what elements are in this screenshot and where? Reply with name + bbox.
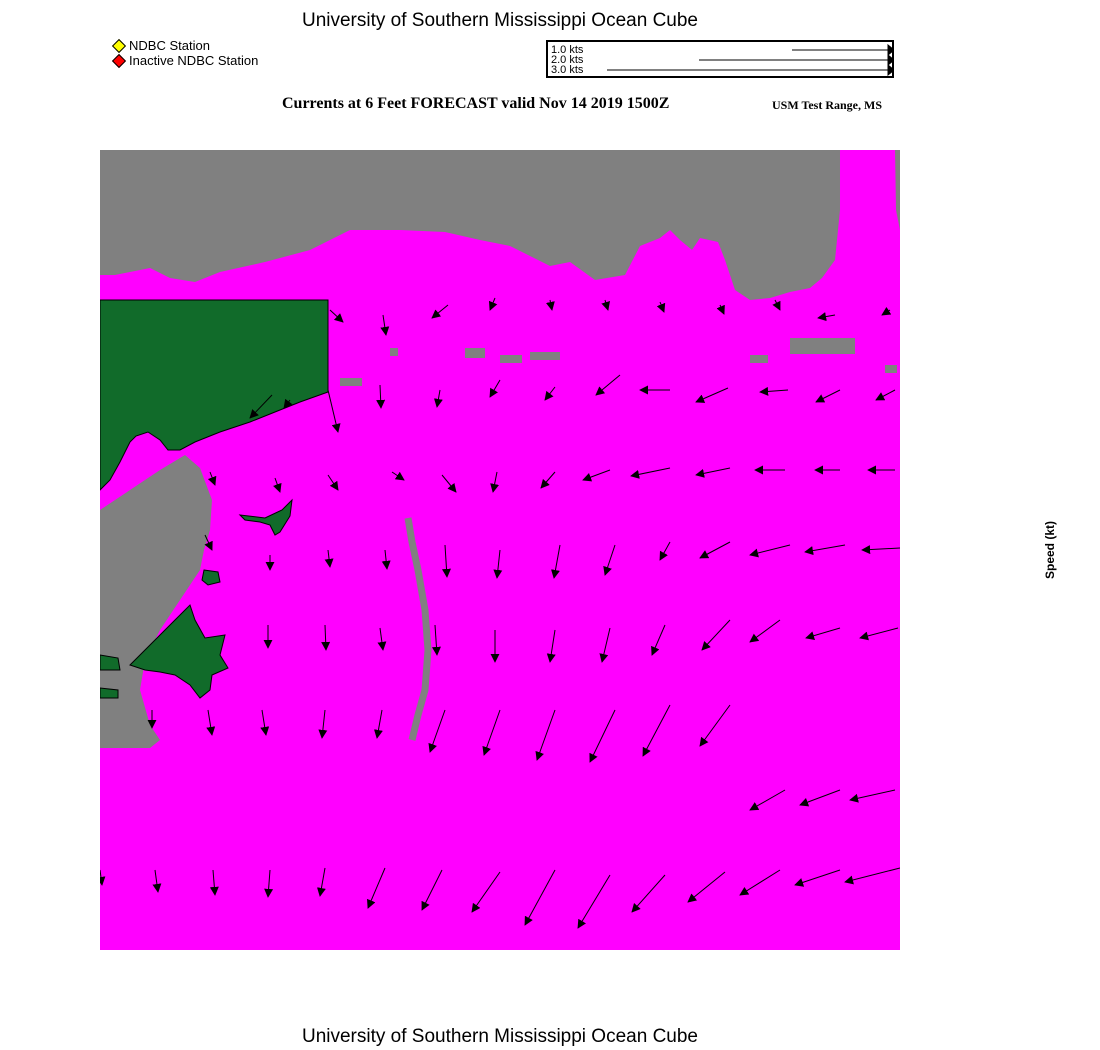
legend-item-ndbc [112,38,258,53]
speed-scale-legend [546,40,894,78]
marsh-patch [100,688,118,698]
station-legend [112,38,258,68]
forecast-subtitle: Currents at 6 Feet FORECAST valid Nov 14 2019 1500Z [282,95,670,112]
scale-label-2kt: 2.0 kts [551,54,584,66]
red-diamond-icon [112,53,126,67]
scale-label-1kt: 1.0 kts [551,44,584,56]
footer-title: University of Southern Mississippi Ocean Cube [301,1026,698,1047]
land-speck [530,352,560,360]
scale-arrowhead-2kt [888,55,892,65]
range-label: USM Test Range, MS [772,98,883,112]
legend-label-ndbc: NDBC Station [129,38,210,53]
currents-map [100,150,900,950]
yellow-diamond-icon [112,38,126,52]
scale-arrowhead-1kt [888,45,892,55]
map-title: University of Southern Mississippi Ocean Cube [301,10,698,31]
land-speck [500,355,522,363]
land-speck [465,348,485,358]
scale-label-3kt: 3.0 kts [551,64,584,76]
land-speck [790,338,855,354]
land-speck [885,365,897,373]
scale-arrowhead-3kt [888,65,892,75]
legend-label-inactive: Inactive NDBC Station [129,53,259,68]
land-speck [340,378,362,386]
land-speck [750,355,768,363]
marsh-patch [202,570,220,585]
colorbar-label: Speed (kt) [1043,520,1057,580]
land-speck [390,348,398,356]
legend-item-inactive-ndbc [112,53,258,68]
